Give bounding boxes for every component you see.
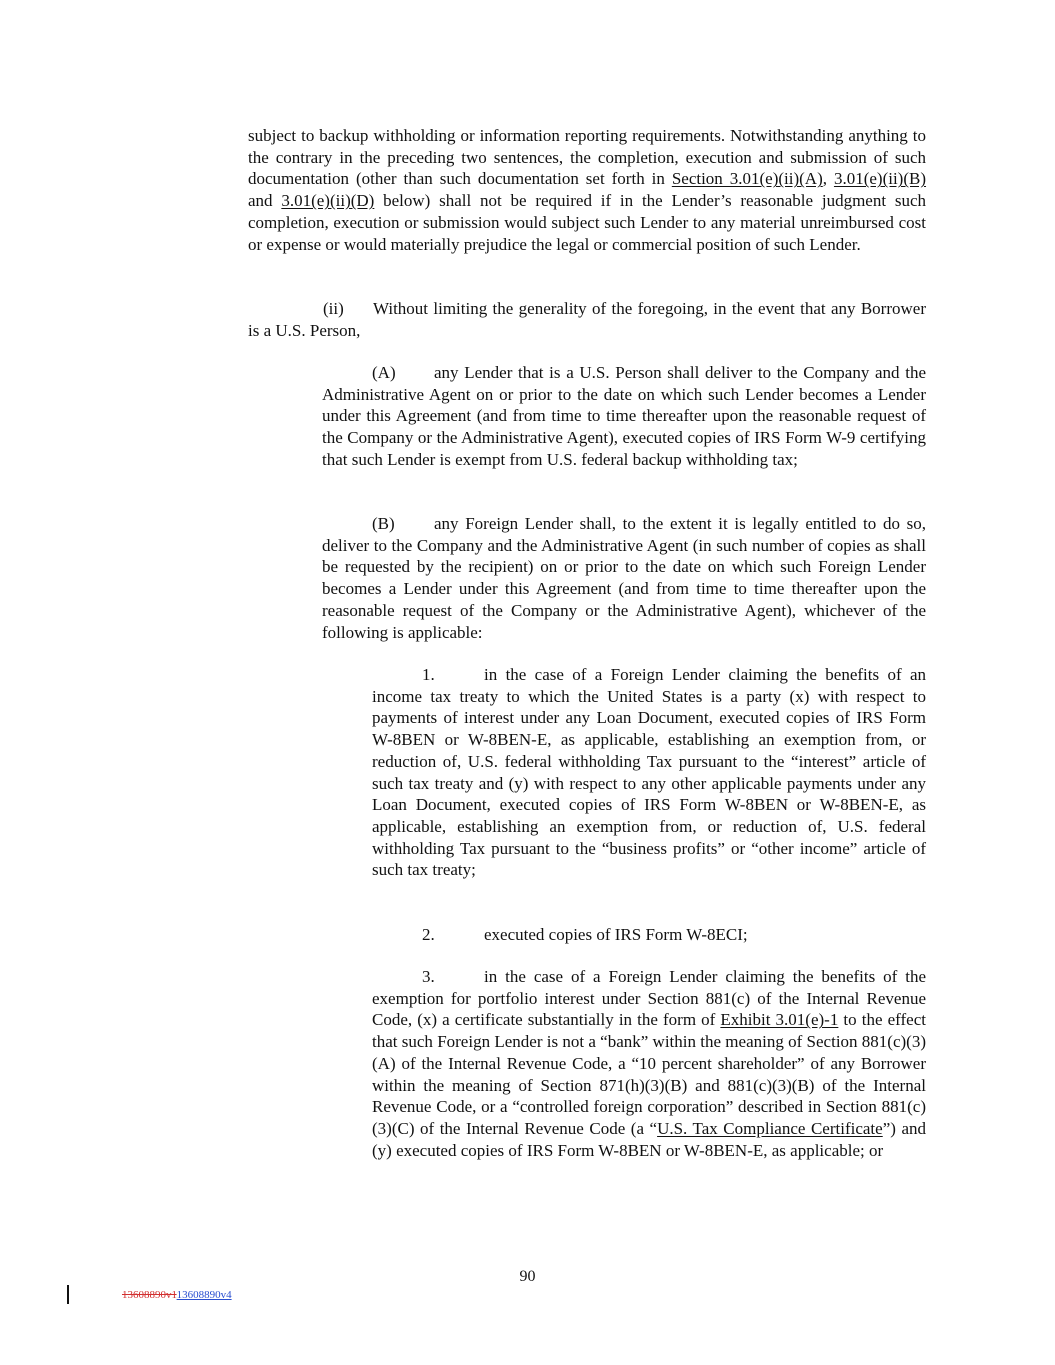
section-reference-link: 3.01(e)(ii)(B) (833, 169, 927, 189)
clause-text: Without limiting the generality of the foregoing, in the event that any Borrower is a U.S. Person, (248, 299, 926, 340)
paragraph-text: subject to backup withholding or information reporting requirements. Notwithstanding anything to the contrary in the preceding two sentences, the completion, execution and submission of such documentation (other than such documentation set forth in (248, 126, 926, 189)
clause-b (322, 513, 926, 643)
exhibit-reference-link: Exhibit 3.01(e)-1 (720, 1010, 839, 1030)
clause-text: any Lender that is a U.S. Person shall deliver to the Company and the Administrative Agent on or prior to the date on which such Lender becomes a Lender under this Agreement (and from time to time thereafter upon the reasonable request of the Company or the Administrative Agent), executed copies of IRS Form W-9 certifying that such Lender is exempt from U.S. federal backup withholding tax; (322, 363, 926, 469)
clause-label: (A) (372, 363, 396, 382)
paragraph-text: and (248, 191, 282, 211)
item-text: to the effect that such Foreign Lender is not a “bank” within the meaning of Section 881(c)(3)(A) of the Internal Revenue Code, a “10 percent shareholder” of any Borrower within the meaning of Section 871(h)(3)(B) and 881(c)(3)(B) of the Internal Revenue Code, or a “controlled foreign corporation” described in Section 881(c)(3)(C) of the Internal Revenue Code (a “ (372, 1010, 926, 1138)
item-text: in the case of a Foreign Lender claiming the benefits of an income tax treaty to which the United States is a party (x) with respect to payments of interest under any Loan Document, executed copies of IRS Form W-8BEN or W-8BEN-E, as applicable, establishing an exemption from, or reduction of, U.S. federal withholding Tax pursuant to the “interest” article of such tax treaty and (y) with respect to any other applicable payments under any Loan Document, executed copies of IRS Form W-8BEN or W-8BEN-E, as applicable, establishing an exemption from, or reduction of, U.S. federal withholding Tax pursuant to the “business profits” or “other income” article of such tax treaty; (372, 665, 926, 880)
section-reference-link: 3.01(e)(ii)(D) (281, 191, 375, 211)
item-3 (372, 966, 926, 1161)
change-bar (67, 1285, 69, 1304)
item-1 (372, 664, 926, 881)
paragraph-backup-withholding (248, 125, 926, 255)
document-id (122, 1289, 232, 1301)
item-2 (372, 924, 926, 946)
paragraph-text: below) shall not be required if in the Lender’s reasonable judgment such completion, execution or submission would subject such Lender to any material unreimbursed cost or expense or would materially prejudice the legal or commercial position of such Lender. (248, 191, 927, 254)
page-number: 90 (519, 1268, 536, 1285)
item-text: executed copies of IRS Form W-8ECI; (484, 925, 748, 944)
item-label: 2. (422, 925, 435, 944)
item-label: 1. (422, 665, 435, 684)
clause-a (322, 362, 926, 471)
section-reference-link: Section 3.01(e)(ii)(A) (671, 169, 823, 189)
clause-label: (B) (372, 514, 395, 533)
item-text: ”) and (y) executed copies of IRS Form W-8BEN or W-8BEN-E, as applicable; or (372, 1118, 926, 1160)
document-id-deleted: 13608890v1 (122, 1289, 177, 1301)
item-text: in the case of a Foreign Lender claiming the benefits of the exemption for portfolio interest under Section 881(c) of the Internal Revenue Code, (x) a certificate substantially in the form of (372, 967, 926, 1030)
paragraph-text: , (822, 169, 834, 189)
document-id-inserted: 13608890v4 (176, 1289, 232, 1301)
clause-text: any Foreign Lender shall, to the extent it is legally entitled to do so, deliver to the Company and the Administrative Agent (in such number of copies as shall be requested by the recipient) on or prior to the date on which such Foreign Lender becomes a Lender under this Agreement (and from time to time thereafter upon the reasonable request of the Company or the Administrative Agent), whichever of the following is applicable: (322, 514, 926, 642)
clause-label: (ii) (323, 299, 344, 318)
clause-ii (248, 298, 926, 341)
defined-term: U.S. Tax Compliance Certificate (657, 1118, 883, 1138)
item-label: 3. (422, 967, 435, 986)
